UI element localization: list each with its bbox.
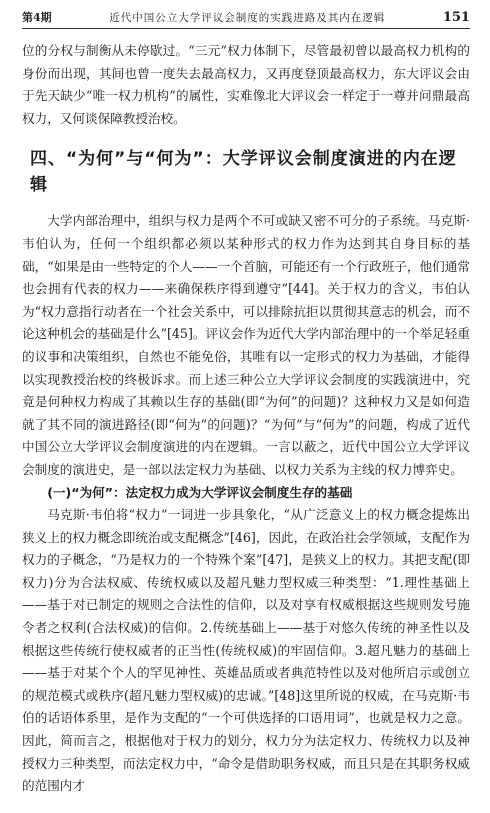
paragraph-continued: 位的分权与制衡从未停歇过。“三元”权力体制下，尽管最初曾以最高权力机构的身份而出现，其间也曾一度失去最高权力，又再度登顶最高权力，东大评议会由于先天缺少“唯一权力机构”的属性，实难像北大评议会一样定于一尊并问鼎最高权力，又何谈保障教授治校。: [22, 43, 470, 126]
issue-number: 第4期: [22, 11, 52, 24]
running-title: 近代中国公立大学评议会制度的实践进路及其内在逻辑: [109, 11, 386, 24]
page-header: [22, 6, 470, 29]
article-body: [22, 40, 470, 798]
paragraph: 大学内部治理中，组织与权力是两个不可或缺又密不可分的子系统。马克斯·韦伯认为，任何一个组织都必须以某种形式的权力作为达到其自身目标的基础，“如果是由一些特定的个人——一个首脑，可能还有一个行政班子，他们通常也会拥有代表的权力——来确保秩序得到遵守”[44]。关于权力的含义，韦伯认为“权力意指行动者在一个社会关系中，可以排除抗拒以贯彻其意志的机会，而不论这种机会的基础是什么”[45]。评议会作为近代大学内部治理中的一个举足轻重的议事和决策组织，自然也不能免俗，其唯有以一定形式的权力为基础，才能得以实现教授治校的终极诉求。而上述三种公立大学评议会制度的实践演进中，究竟是何种权力构成了其赖以生存的基础(即“为何”的问题)？这种权力又是如何造就了其不同的演进路径(即“何为”的问题)？“为何”与“何为”的问题，构成了近代中国公立大学评议会制度演进的内在逻辑。一言以蔽之，近代中国公立大学评议会制度的演进史，是一部以法定权力为基础、以权力关系为主线的权力博弈史。: [22, 213, 470, 477]
section-heading: 四、“为何”与“何为”：大学评议会制度演进的内在逻辑: [30, 149, 457, 196]
paragraph: 马克斯·韦伯将“权力”一词进一步具象化，“从广泛意义上的权力概念提炼出狭义上的权力概念即统治或支配概念”[46]，因此，在政治社会学领域，支配作为权力的子概念，“乃是权力的一个特殊个案”[47]，是狭义上的权力。其把支配(即权力)分为合法权威、传统权威以及超凡魅力型权威三种类型：“1.理性基础上——基于对已制定的规则之合法性的信仰，以及对享有权威根据这些规则发号施令者之权利(合法权威)的信仰。2.传统基础上——基于对悠久传统的神圣性以及根据这些传统行使权威者的正当性(传统权威)的牢固信仰。3.超凡魅力的基础上——基于对某个个人的罕见神性、英雄品质或者典范特性以及对他所启示或创立的规范模式或秩序(超凡魅力型权威)的忠诚。”[48]这里所说的权威，在马克斯·韦伯的话语体系里，是作为支配的“一个可供选择的口语用词”，也就是权力之意。因此，简而言之，根据他对于权力的划分，权力分为法定权力、传统权力以及神授权力三种类型，而法定权力中，“命令是借助职务权威，而且只是在其职务权威的范围内才: [22, 507, 470, 794]
subsection-heading: (一)“为何”：法定权力成为大学评议会制度生存的基础: [47, 484, 353, 500]
page-number: 151: [442, 9, 470, 25]
